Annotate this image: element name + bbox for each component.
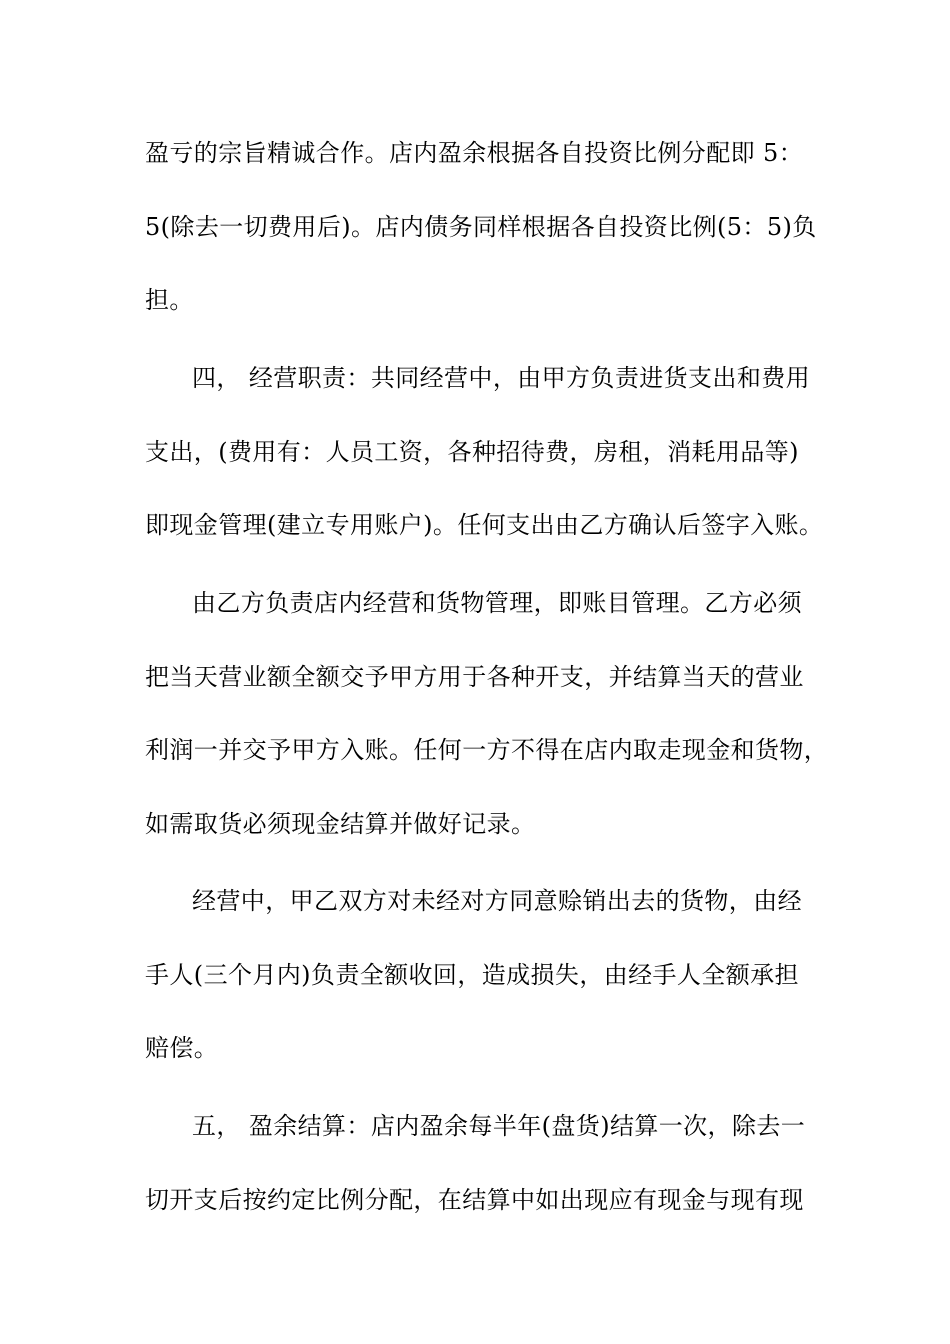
text-line: 如需取货必须现金结算并做好记录。 bbox=[145, 810, 536, 838]
text-line: 盈亏的宗旨精诚合作。店内盈余根据各自投资比例分配即 5： bbox=[145, 139, 804, 167]
section-four-heading-line: 四， 经营职责：共同经营中，由甲方负责进货支出和费用 bbox=[192, 364, 811, 392]
text-line: 把当天营业额全额交予甲方用于各种开支，并结算当天的营业 bbox=[145, 663, 804, 691]
text-line: 手人(三个月内)负责全额收回，造成损失，由经手人全额承担 bbox=[145, 961, 799, 989]
text-line: 5(除去一切费用后)。店内债务同样根据各自投资比例(5：5)负 bbox=[145, 213, 817, 241]
paragraph-start-line: 经营中，甲乙双方对未经对方同意赊销出去的货物，由经 bbox=[192, 887, 802, 915]
paragraph-start-line: 由乙方负责店内经营和货物管理，即账目管理。乙方必须 bbox=[192, 589, 802, 617]
text-line: 切开支后按约定比例分配，在结算中如出现应有现金与现有现 bbox=[145, 1186, 804, 1214]
text-line: 担。 bbox=[145, 286, 194, 314]
section-five-heading-line: 五， 盈余结算：店内盈余每半年(盘货)结算一次，除去一 bbox=[192, 1112, 806, 1140]
text-line: 支出，(费用有：人员工资，各种招待费，房租，消耗用品等) bbox=[145, 438, 799, 466]
text-line: 即现金管理(建立专用账户)。任何支出由乙方确认后签字入账。 bbox=[145, 511, 824, 539]
text-line: 利润一并交予甲方入账。任何一方不得在店内取走现金和货物， bbox=[145, 736, 829, 764]
text-line: 赔偿。 bbox=[145, 1034, 219, 1062]
